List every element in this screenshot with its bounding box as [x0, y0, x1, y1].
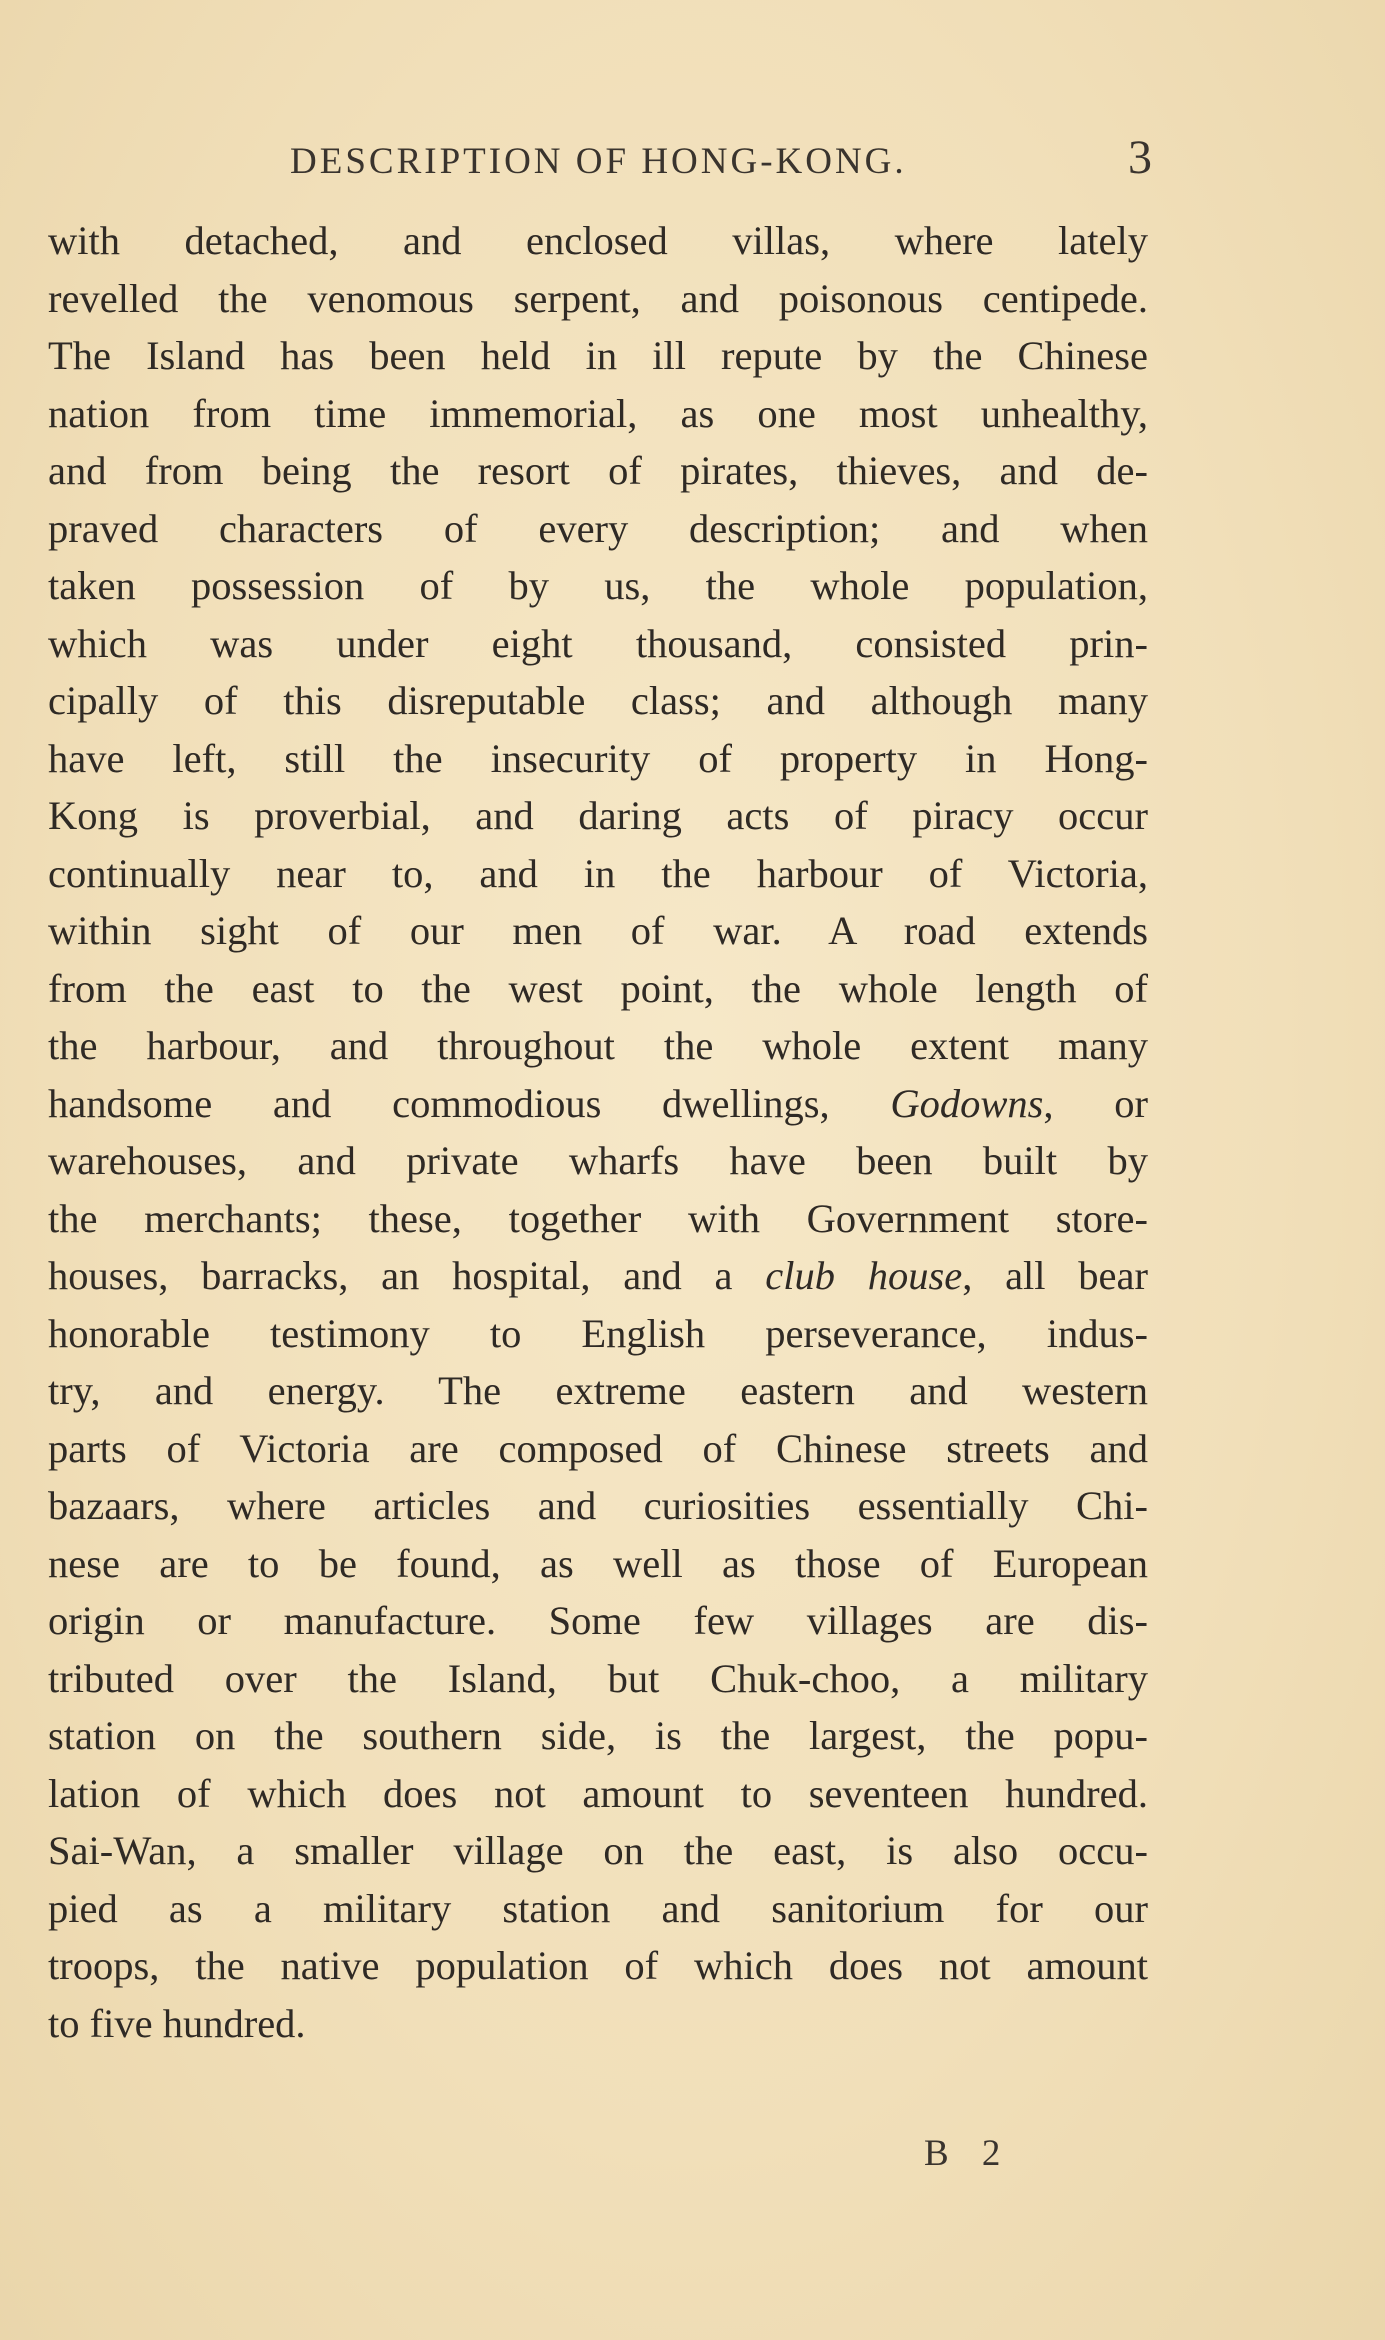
text-line-5: and from being the resort of pirates, thieves, and de-: [48, 448, 1148, 493]
text-line-12: continually near to, and in the harbour of Victoria,: [48, 850, 1148, 896]
italic-term-godowns: Godowns: [890, 1080, 1044, 1126]
page-number: 3: [1128, 131, 1152, 184]
text-line-1: with detached, and enclosed villas, where lately: [48, 218, 1148, 263]
text-line-25: origin or manufacture. Some few villages are dis-: [48, 1598, 1148, 1643]
text-line-29: Sai-Wan, a smaller village on the east, is also occu-: [48, 1828, 1148, 1873]
text-line-16-start: handsome and commodious dwellings,: [48, 1080, 891, 1126]
text-line-22: parts of Victoria are composed of Chinese streets and: [48, 1425, 1148, 1471]
text-line-18: the merchants; these, together with Government store-: [48, 1195, 1148, 1241]
text-line-23: bazaars, where articles and curiosities essentially Chi-: [48, 1483, 1148, 1528]
text-line-26: tributed over the Island, but Chuk-choo, a military: [48, 1655, 1148, 1701]
text-line-16-end: , or: [1043, 1080, 1148, 1126]
text-line-3: The Island has been held in ill repute by the Chinese: [48, 333, 1148, 378]
text-line-32: to five hundred.: [48, 2000, 306, 2046]
text-line-8: which was under eight thousand, consisted prin-: [48, 620, 1148, 666]
text-line-7: taken possession of by us, the whole population,: [48, 563, 1148, 608]
text-line-24: nese are to be found, as well as those of European: [48, 1540, 1148, 1586]
text-line-31: troops, the native population of which does not amount: [48, 1943, 1148, 1988]
text-line-6: praved characters of every description; and when: [48, 505, 1148, 551]
signature-mark: B 2: [924, 2133, 1013, 2174]
text-line-9: cipally of this disreputable class; and although many: [48, 678, 1148, 723]
text-line-19-start: houses, barracks, an hospital, and a: [48, 1253, 766, 1298]
text-line-4: nation from time immemorial, as one most unhealthy,: [48, 390, 1148, 436]
italic-term-club-house: club house: [765, 1253, 963, 1298]
text-line-10: have left, still the insecurity of property in Hong-: [48, 735, 1148, 781]
text-line-2: revelled the venomous serpent, and poisonous centipede.: [48, 275, 1148, 321]
body-text: [48, 212, 1148, 2052]
text-line-15: the harbour, and throughout the whole extent many: [48, 1023, 1148, 1068]
text-line-14: from the east to the west point, the whole length of: [48, 965, 1148, 1011]
text-line-27: station on the southern side, is the largest, the popu-: [48, 1713, 1148, 1758]
text-line-19-end: , all bear: [962, 1253, 1148, 1298]
text-line-21: try, and energy. The extreme eastern and western: [48, 1368, 1148, 1413]
text-line-17: warehouses, and private wharfs have been built by: [48, 1138, 1148, 1183]
text-line-28: lation of which does not amount to seventeen hundred.: [48, 1770, 1148, 1816]
text-line-30: pied as a military station and sanitorium for our: [48, 1885, 1148, 1931]
text-line-20: honorable testimony to English perseverance, indus-: [48, 1310, 1148, 1356]
text-line-13: within sight of our men of war. A road extends: [48, 908, 1148, 953]
text-line-11: Kong is proverbial, and daring acts of piracy occur: [48, 793, 1148, 838]
running-title: DESCRIPTION OF HONG-KONG.: [290, 141, 907, 182]
text-line-19: [48, 1247, 1148, 1305]
text-line-16: [48, 1075, 1148, 1133]
